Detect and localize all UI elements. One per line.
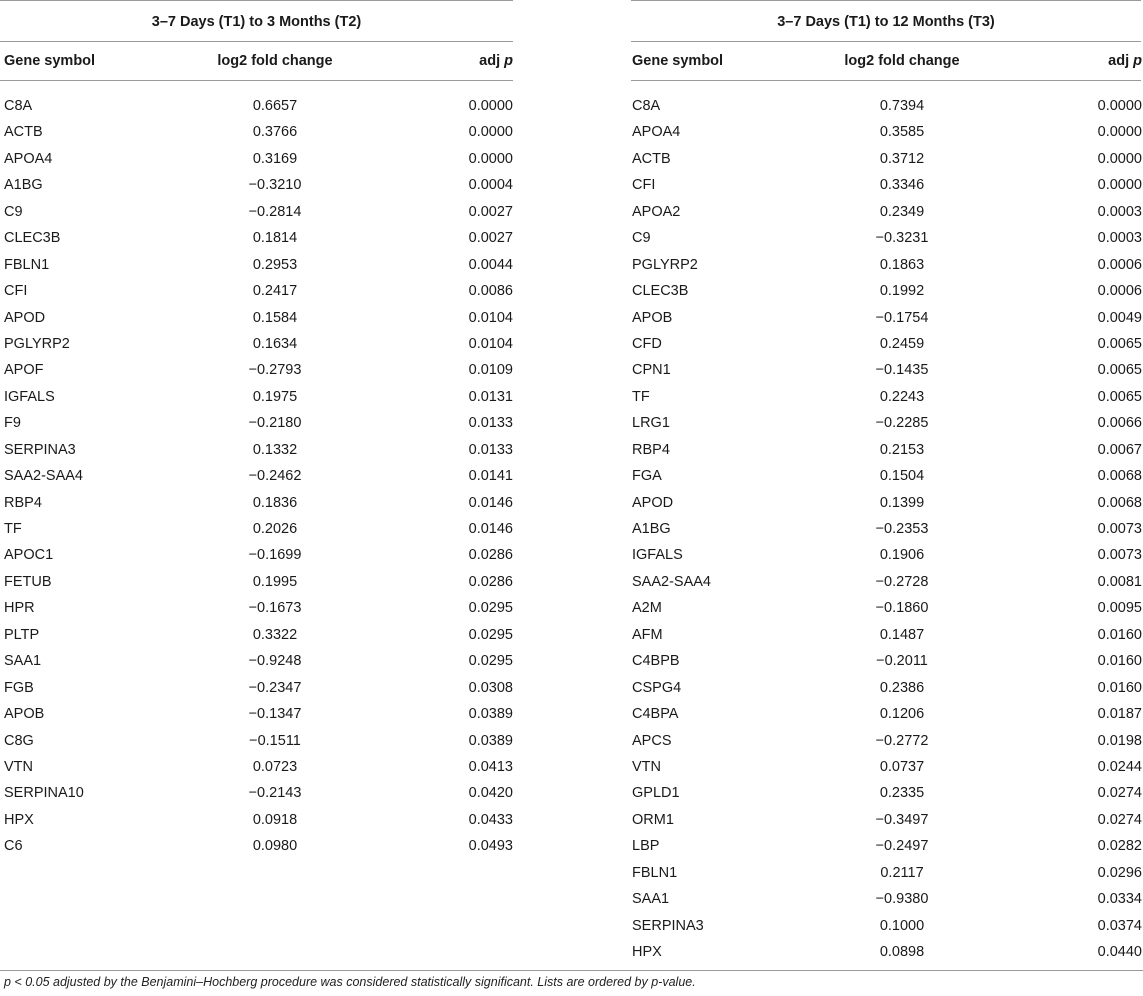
table-row: [631, 410, 1141, 436]
adj-p-cell: 0.0006: [1097, 283, 1142, 300]
gene-symbol-cell: C8G: [4, 732, 34, 749]
gene-symbol-cell: CLEC3B: [632, 283, 689, 300]
table-row: [0, 252, 513, 278]
gene-symbol-cell: IGFALS: [4, 388, 55, 405]
table-row: [0, 542, 513, 568]
gene-symbol-cell: RBP4: [632, 441, 670, 458]
gene-symbol-cell: HPX: [632, 944, 662, 960]
log2-fold-change-cell: 0.1634: [252, 335, 298, 352]
table-row: [631, 648, 1141, 674]
log2-fold-change-cell: 0.1000: [879, 917, 925, 934]
adj-p-cell: 0.0073: [1097, 547, 1142, 564]
adj-p-cell: 0.0160: [1097, 626, 1142, 643]
adj-p-cell: 0.0095: [1097, 600, 1142, 617]
log2-fold-change-cell: 0.2349: [879, 203, 925, 220]
log2-fold-change-cell: 0.2953: [252, 256, 298, 273]
adj-p-cell: 0.0440: [1097, 944, 1142, 960]
log2-fold-change-cell: 0.1863: [879, 256, 925, 273]
log2-fold-change-cell: 0.1975: [252, 388, 298, 405]
gene-symbol-cell: HPR: [4, 600, 35, 617]
table-row: [0, 225, 513, 251]
gene-symbol-cell: CFD: [632, 335, 662, 352]
table-row: [631, 119, 1141, 145]
table-row: [0, 728, 513, 754]
gene-symbol-cell: C6: [4, 838, 23, 855]
gene-symbol-cell: ACTB: [4, 124, 43, 141]
adj-p-cell: 0.0000: [1097, 124, 1142, 141]
table-row: [631, 569, 1141, 595]
table-row: [631, 728, 1141, 754]
adj-p-cell: 0.0109: [468, 362, 513, 379]
table-row: [631, 384, 1141, 410]
log2-fold-change-cell: −0.2497: [875, 838, 929, 855]
log2-fold-change-cell: −0.2462: [248, 468, 302, 485]
log2-fold-change-cell: 0.7394: [879, 98, 925, 114]
table-row: [631, 93, 1141, 119]
adj-p-cell: 0.0086: [468, 283, 513, 300]
adj-p-cell: 0.0295: [468, 600, 513, 617]
right-group-title: 3–7 Days (T1) to 12 Months (T3): [631, 0, 1141, 42]
table-row: [631, 463, 1141, 489]
log2-fold-change-cell: 0.0737: [879, 758, 925, 775]
table-row: [0, 648, 513, 674]
log2-fold-change-cell: −0.3210: [248, 177, 302, 194]
adj-p-cell: 0.0133: [468, 441, 513, 458]
gene-symbol-cell: APCS: [632, 732, 672, 749]
table-row: [0, 437, 513, 463]
gene-symbol-cell: FETUB: [4, 573, 52, 590]
table-row: [631, 542, 1141, 568]
gene-symbol-cell: C4BPA: [632, 706, 679, 723]
log2-fold-change-cell: 0.3585: [879, 124, 925, 141]
log2-fold-change-cell: 0.3346: [879, 177, 925, 194]
table-row: [0, 463, 513, 489]
adj-p-cell: 0.0160: [1097, 679, 1142, 696]
gene-symbol-cell: ORM1: [632, 811, 674, 828]
gene-symbol-cell: SAA1: [4, 653, 42, 670]
table-row: [0, 701, 513, 727]
log2-fold-change-cell: 0.0898: [879, 944, 925, 960]
gene-symbol-cell: FGA: [632, 468, 662, 485]
log2-fold-change-cell: −0.1511: [249, 732, 301, 749]
table-row: [0, 384, 513, 410]
log2-fold-change-cell: −0.2353: [875, 521, 929, 537]
log2-fold-change-cell: 0.3712: [879, 150, 925, 167]
table-row: [0, 569, 513, 595]
log2-fold-change-cell: −0.1754: [875, 309, 929, 326]
adj-p-cell: 0.0374: [1097, 917, 1142, 934]
adj-p-cell: 0.0027: [468, 230, 513, 247]
table-row: [631, 807, 1141, 833]
adj-p-cell: 0.0198: [1097, 732, 1142, 749]
adj-p-cell: 0.0413: [468, 758, 513, 775]
gene-symbol-cell: PGLYRP2: [632, 256, 698, 273]
left-column-headers: [0, 42, 513, 81]
gene-symbol-cell: A1BG: [4, 177, 43, 194]
log2-fold-change-cell: 0.0980: [252, 838, 298, 855]
left-header-adj-label: adj: [479, 53, 505, 69]
gene-symbol-cell: CFI: [4, 283, 28, 300]
log2-fold-change-cell: −0.1347: [248, 706, 302, 723]
adj-p-cell: 0.0044: [468, 256, 513, 273]
adj-p-cell: 0.0066: [1097, 415, 1142, 432]
left-header-gene-symbol: Gene symbol: [4, 53, 96, 69]
gene-symbol-cell: F9: [4, 415, 21, 432]
log2-fold-change-cell: −0.1673: [248, 600, 302, 617]
gene-symbol-cell: FBLN1: [632, 864, 678, 881]
gene-symbol-cell: SERPINA10: [4, 785, 84, 802]
adj-p-cell: 0.0420: [468, 785, 513, 802]
table-row: [631, 146, 1141, 172]
log2-fold-change-cell: 0.2417: [252, 283, 298, 300]
adj-p-cell: 0.0003: [1097, 230, 1142, 247]
gene-symbol-cell: PLTP: [4, 626, 40, 643]
table-row: [0, 146, 513, 172]
gene-symbol-cell: SAA2-SAA4: [4, 468, 83, 485]
gene-symbol-cell: APOA4: [632, 124, 681, 141]
gene-symbol-cell: FBLN1: [4, 256, 50, 273]
adj-p-cell: 0.0146: [468, 494, 513, 511]
adj-p-cell: 0.0000: [468, 150, 513, 167]
gene-symbol-cell: VTN: [4, 758, 33, 775]
adj-p-cell: 0.0389: [468, 732, 513, 749]
right-column-headers: [631, 42, 1141, 81]
adj-p-cell: 0.0295: [468, 653, 513, 670]
adj-p-cell: 0.0274: [1097, 811, 1142, 828]
adj-p-cell: 0.0244: [1097, 758, 1142, 775]
table-row: [0, 516, 513, 542]
log2-fold-change-cell: 0.1992: [879, 283, 925, 300]
table-row: [0, 331, 513, 357]
table-row: [0, 780, 513, 806]
gene-symbol-cell: SAA1: [632, 891, 670, 908]
table-left: [0, 0, 513, 860]
adj-p-cell: 0.0160: [1097, 653, 1142, 670]
log2-fold-change-cell: 0.2459: [879, 335, 925, 352]
table-row: [631, 331, 1141, 357]
left-header-log2-fold-change: log2 fold change: [217, 53, 333, 69]
gene-symbol-cell: C4BPB: [632, 653, 680, 670]
log2-fold-change-cell: −0.1699: [248, 547, 302, 564]
table-row: [0, 357, 513, 383]
table-row: [631, 939, 1141, 965]
log2-fold-change-cell: −0.2772: [875, 732, 929, 749]
log2-fold-change-cell: 0.1584: [252, 309, 298, 326]
adj-p-cell: 0.0068: [1097, 494, 1142, 511]
log2-fold-change-cell: 0.2243: [879, 388, 925, 405]
gene-symbol-cell: ACTB: [632, 150, 671, 167]
log2-fold-change-cell: −0.2180: [248, 415, 302, 432]
table-row: [631, 913, 1141, 939]
right-header-gene-symbol: Gene symbol: [632, 53, 724, 69]
table-row: [631, 516, 1141, 542]
adj-p-cell: 0.0003: [1097, 203, 1142, 220]
gene-symbol-cell: A2M: [632, 600, 662, 617]
table-row: [631, 437, 1141, 463]
gene-symbol-cell: C9: [4, 203, 23, 220]
gene-symbol-cell: CFI: [632, 177, 656, 194]
table-row: [0, 622, 513, 648]
table-footnote: p < 0.05 adjusted by the Benjamini–Hochberg procedure was considered statistically significant. Lists are ordered by p-value.: [4, 975, 696, 989]
table-row: [631, 199, 1141, 225]
adj-p-cell: 0.0081: [1097, 573, 1142, 590]
gene-symbol-cell: APOF: [4, 362, 44, 379]
gene-symbol-cell: APOA2: [632, 203, 681, 220]
gene-symbol-cell: C8A: [4, 98, 33, 114]
table-row: [631, 595, 1141, 621]
adj-p-cell: 0.0286: [468, 573, 513, 590]
log2-fold-change-cell: 0.0723: [252, 758, 298, 775]
adj-p-cell: 0.0286: [468, 547, 513, 564]
log2-fold-change-cell: −0.2814: [248, 203, 302, 220]
table-row: [0, 833, 513, 859]
table-right: [631, 0, 1141, 965]
table-row: [631, 886, 1141, 912]
adj-p-cell: 0.0004: [468, 177, 513, 194]
adj-p-cell: 0.0133: [468, 415, 513, 432]
gene-symbol-cell: PGLYRP2: [4, 335, 70, 352]
adj-p-cell: 0.0104: [468, 335, 513, 352]
gene-symbol-cell: LBP: [632, 838, 660, 855]
table-row: [0, 172, 513, 198]
table-row: [0, 807, 513, 833]
gene-symbol-cell: SAA2-SAA4: [632, 573, 711, 590]
gene-symbol-cell: APOB: [632, 309, 673, 326]
gene-symbol-cell: APOB: [4, 706, 45, 723]
table-row: [0, 410, 513, 436]
table-row: [0, 754, 513, 780]
adj-p-cell: 0.0493: [468, 838, 513, 855]
log2-fold-change-cell: 0.3169: [252, 150, 298, 167]
gene-symbol-cell: AFM: [632, 626, 663, 643]
log2-fold-change-cell: −0.2143: [248, 785, 302, 802]
gene-symbol-cell: TF: [4, 521, 22, 537]
adj-p-cell: 0.0000: [468, 124, 513, 141]
adj-p-cell: 0.0295: [468, 626, 513, 643]
table-row: [631, 172, 1141, 198]
log2-fold-change-cell: 0.2335: [879, 785, 925, 802]
log2-fold-change-cell: 0.3766: [252, 124, 298, 141]
gene-symbol-cell: C8A: [632, 98, 661, 114]
adj-p-cell: 0.0068: [1097, 468, 1142, 485]
gene-symbol-cell: TF: [632, 388, 650, 405]
log2-fold-change-cell: −0.9248: [248, 653, 302, 670]
gene-symbol-cell: CLEC3B: [4, 230, 61, 247]
table-row: [631, 490, 1141, 516]
log2-fold-change-cell: −0.2011: [876, 653, 928, 670]
table-row: [631, 675, 1141, 701]
adj-p-cell: 0.0389: [468, 706, 513, 723]
adj-p-cell: 0.0000: [1097, 177, 1142, 194]
gene-symbol-cell: SERPINA3: [632, 917, 704, 934]
adj-p-cell: 0.0296: [1097, 864, 1142, 881]
adj-p-cell: 0.0027: [468, 203, 513, 220]
gene-symbol-cell: HPX: [4, 811, 34, 828]
log2-fold-change-cell: 0.2386: [879, 679, 925, 696]
adj-p-cell: 0.0000: [1097, 98, 1142, 114]
gene-symbol-cell: A1BG: [632, 521, 671, 537]
right-header-adj-label: adj: [1108, 53, 1134, 69]
table-row: [0, 490, 513, 516]
adj-p-cell: 0.0073: [1097, 521, 1142, 537]
log2-fold-change-cell: 0.2117: [880, 864, 924, 881]
log2-fold-change-cell: −0.3231: [875, 230, 929, 247]
adj-p-cell: 0.0308: [468, 679, 513, 696]
log2-fold-change-cell: −0.1435: [875, 362, 929, 379]
log2-fold-change-cell: 0.0918: [252, 811, 298, 828]
log2-fold-change-cell: −0.2793: [248, 362, 302, 379]
gene-symbol-cell: LRG1: [632, 415, 670, 432]
log2-fold-change-cell: 0.1504: [879, 468, 925, 485]
gene-symbol-cell: CPN1: [632, 362, 671, 379]
adj-p-cell: 0.0067: [1097, 441, 1142, 458]
gene-symbol-cell: APOA4: [4, 150, 53, 167]
gene-symbol-cell: IGFALS: [632, 547, 683, 564]
table-row: [0, 305, 513, 331]
table-row: [0, 119, 513, 145]
gene-symbol-cell: RBP4: [4, 494, 42, 511]
gene-symbol-cell: APOD: [4, 309, 46, 326]
log2-fold-change-cell: −0.1860: [875, 600, 929, 617]
left-header-p-italic: p: [504, 53, 513, 69]
adj-p-cell: 0.0187: [1097, 706, 1142, 723]
log2-fold-change-cell: 0.1836: [252, 494, 298, 511]
log2-fold-change-cell: −0.2728: [875, 573, 929, 590]
log2-fold-change-cell: 0.1995: [252, 573, 298, 590]
table-row: [631, 833, 1141, 859]
table-row: [631, 278, 1141, 304]
log2-fold-change-cell: 0.1906: [879, 547, 925, 564]
table-row: [0, 675, 513, 701]
table-row: [631, 357, 1141, 383]
adj-p-cell: 0.0433: [468, 811, 513, 828]
left-header-adj-p: [479, 42, 513, 80]
log2-fold-change-cell: 0.1814: [252, 230, 298, 247]
table-row: [0, 93, 513, 119]
right-header-p-italic: p: [1133, 53, 1142, 69]
log2-fold-change-cell: −0.2347: [248, 679, 302, 696]
adj-p-cell: 0.0274: [1097, 785, 1142, 802]
log2-fold-change-cell: 0.2153: [879, 441, 925, 458]
left-table-body: [0, 81, 513, 860]
adj-p-cell: 0.0141: [468, 468, 513, 485]
right-table-body: [631, 81, 1141, 965]
adj-p-cell: 0.0334: [1097, 891, 1142, 908]
log2-fold-change-cell: 0.1206: [879, 706, 925, 723]
right-header-log2-fold-change: log2 fold change: [844, 53, 960, 69]
log2-fold-change-cell: 0.6657: [252, 98, 298, 114]
log2-fold-change-cell: 0.3322: [252, 626, 298, 643]
log2-fold-change-cell: 0.1332: [252, 441, 298, 458]
adj-p-cell: 0.0131: [468, 388, 513, 405]
log2-fold-change-cell: −0.3497: [875, 811, 929, 828]
gene-symbol-cell: CSPG4: [632, 679, 682, 696]
log2-fold-change-cell: 0.1487: [879, 626, 925, 643]
log2-fold-change-cell: 0.2026: [252, 521, 298, 537]
gene-symbol-cell: GPLD1: [632, 785, 680, 802]
table-row: [631, 754, 1141, 780]
log2-fold-change-cell: −0.9380: [875, 891, 929, 908]
table-row: [631, 860, 1141, 886]
adj-p-cell: 0.0000: [1097, 150, 1142, 167]
gene-symbol-cell: APOC1: [4, 547, 54, 564]
log2-fold-change-cell: −0.2285: [875, 415, 929, 432]
gene-symbol-cell: APOD: [632, 494, 674, 511]
gene-symbol-cell: FGB: [4, 679, 34, 696]
adj-p-cell: 0.0049: [1097, 309, 1142, 326]
right-header-adj-p: [1108, 42, 1142, 80]
adj-p-cell: 0.0006: [1097, 256, 1142, 273]
gene-symbol-cell: VTN: [632, 758, 661, 775]
table-row: [0, 278, 513, 304]
gene-symbol-cell: SERPINA3: [4, 441, 76, 458]
left-group-title: 3–7 Days (T1) to 3 Months (T2): [0, 0, 513, 42]
gene-symbol-cell: C9: [632, 230, 651, 247]
table-row: [631, 252, 1141, 278]
adj-p-cell: 0.0146: [468, 521, 513, 537]
table-row: [631, 780, 1141, 806]
adj-p-cell: 0.0000: [468, 98, 513, 114]
table-row: [631, 225, 1141, 251]
adj-p-cell: 0.0282: [1097, 838, 1142, 855]
table-bottom-rule: [0, 970, 1143, 971]
table-row: [631, 622, 1141, 648]
table-row: [631, 305, 1141, 331]
adj-p-cell: 0.0104: [468, 309, 513, 326]
adj-p-cell: 0.0065: [1097, 388, 1142, 405]
adj-p-cell: 0.0065: [1097, 335, 1142, 352]
table-row: [631, 701, 1141, 727]
table-row: [0, 595, 513, 621]
log2-fold-change-cell: 0.1399: [879, 494, 925, 511]
table-row: [0, 199, 513, 225]
adj-p-cell: 0.0065: [1097, 362, 1142, 379]
